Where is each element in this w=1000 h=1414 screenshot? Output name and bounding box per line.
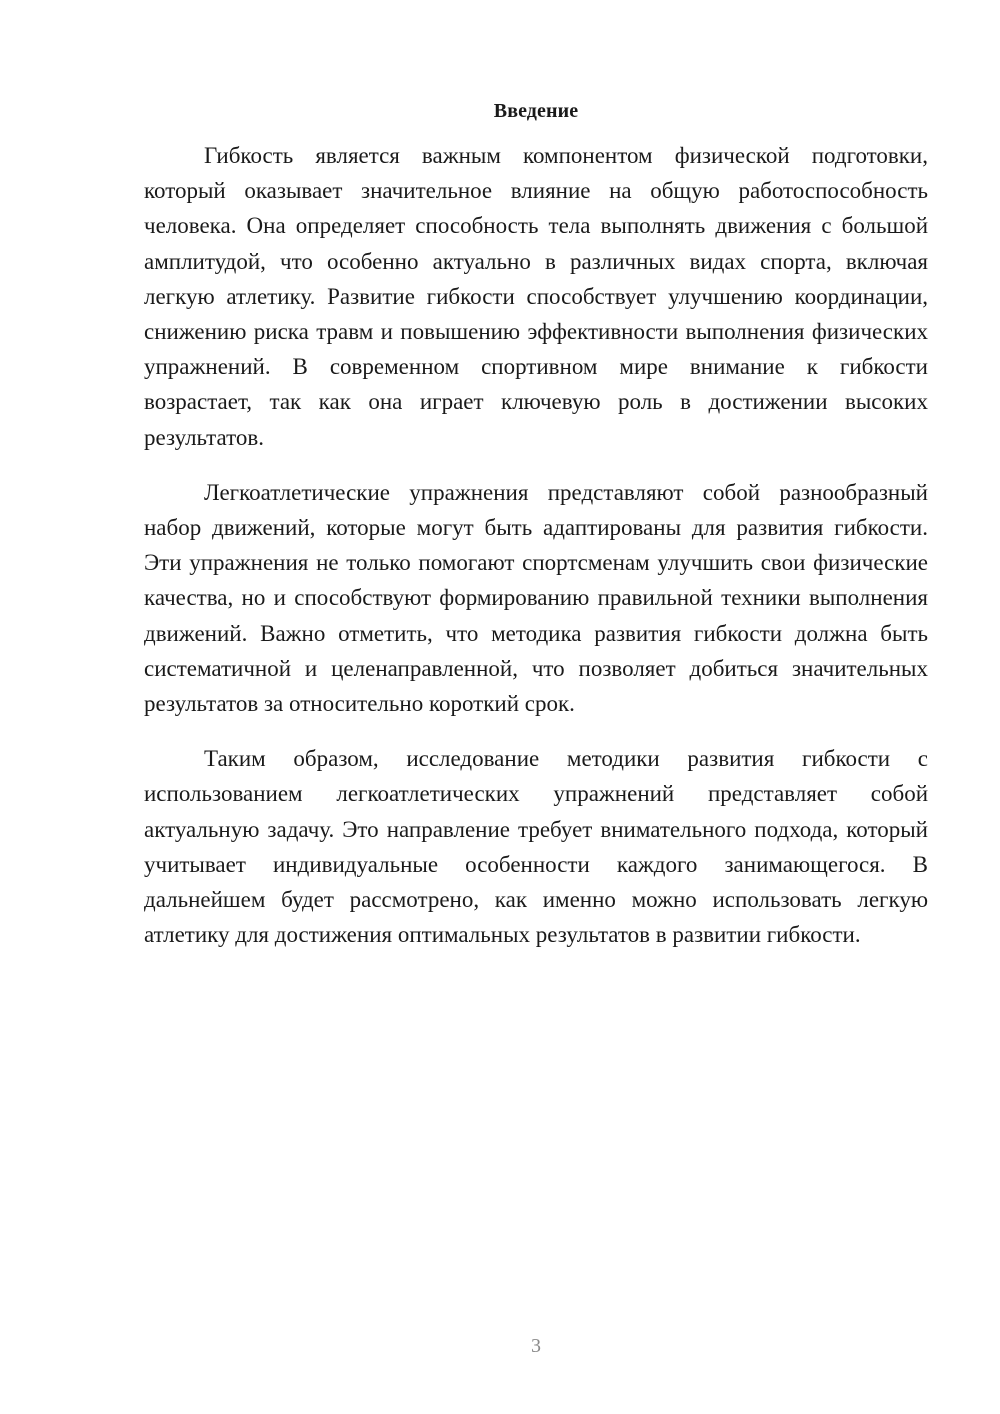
section-heading: Введение: [493, 100, 579, 122]
paragraph-1: Гибкость является важным компонентом физической подготовки, который оказывает значительное влияние на общую работоспособность человека. Она определяет способность тела выполнять движения с большой амплитудой, что особенно актуально в различных видах спорта, включая легкую атлетику. Развитие гибкости способствует улучшению координации, снижению риска травм и повышению эффективности выполнения физических упражнений. В современном спортивном мире внимание к гибкости возрастает, так как она играет ключевую роль в достижении высоких результатов.: [144, 143, 928, 450]
paragraph-3: Таким образом, исследование методики развития гибкости с использованием легкоатлетических упражнений представляет собой актуальную задачу. Это направление требует внимательного подхода, который учитывает индивидуальные особенности каждого занимающегося. В дальнейшем будет рассмотрено, как именно можно использовать легкую атлетику для достижения оптимальных результатов в развитии гибкости.: [144, 746, 928, 948]
page-number: 3: [531, 1335, 541, 1357]
page-content: [144, 96, 928, 972]
paragraph-2: Легкоатлетические упражнения представляют собой разнообразный набор движений, которые могут быть адаптированы для развития гибкости. Эти упражнения не только помогают спортсменам улучшить свои физические качества, но и способствуют формированию правильной техники выполнения движений. Важно отметить, что методика развития гибкости должна быть систематичной и целенаправленной, что позволяет добиться значительных результатов за относительно короткий срок.: [144, 479, 928, 717]
